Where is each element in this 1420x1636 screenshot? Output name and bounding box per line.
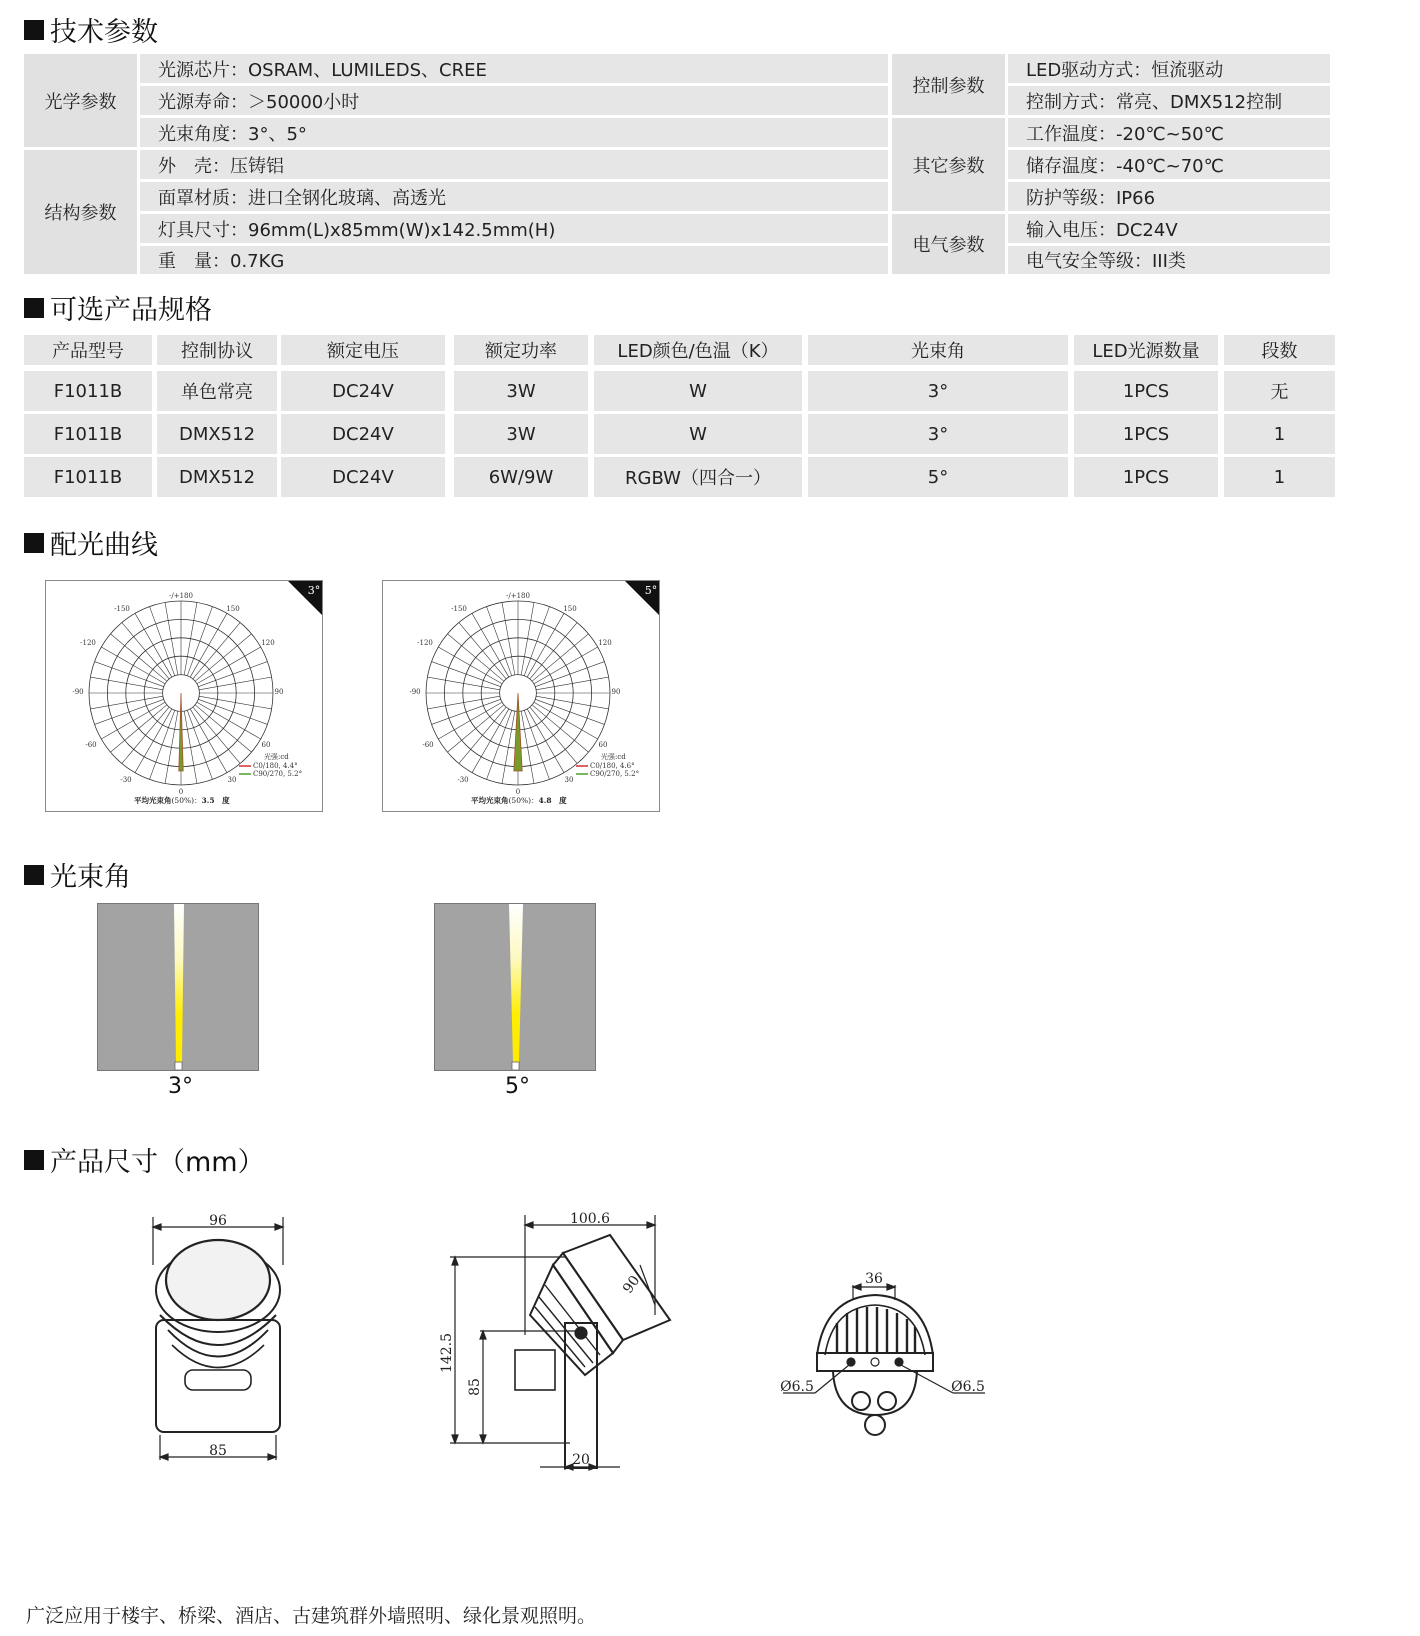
spec-table-cell: 1PCS	[1074, 457, 1218, 497]
polar-label-neg60: -60	[85, 741, 97, 749]
polar-legend-c0: C0/180, 4.6°	[590, 762, 635, 770]
spec-table-cell: 1	[1224, 414, 1335, 454]
back-view-drawing	[775, 1265, 995, 1445]
polar-intensity-curve	[179, 693, 183, 771]
dim-side-bottom: 20	[572, 1452, 590, 1468]
spec-table-header: LED颜色/色温（K）	[594, 335, 802, 365]
polar-badge-text: 5°	[644, 584, 658, 597]
polar-chart-3deg	[45, 580, 323, 812]
beam-panel-5deg	[434, 903, 596, 1071]
polar-label-120: 120	[261, 639, 275, 647]
spec-table-header: 额定功率	[454, 335, 588, 365]
spec-table-cell: 3W	[454, 414, 588, 454]
section-title-size: 产品尺寸（mm）	[24, 1140, 265, 1179]
polar-spoke	[487, 607, 512, 676]
front-view-drawing	[140, 1205, 300, 1465]
control-params-label: 控制参数	[892, 54, 1005, 115]
beam-label-3deg: 3°	[168, 1074, 193, 1099]
optical-row-1: 光源芯片：OSRAM、LUMILEDS、CREE	[140, 54, 888, 83]
polar-spoke	[150, 607, 175, 676]
polar-spoke	[95, 662, 164, 687]
polar-spoke	[502, 711, 515, 783]
control-row-1: LED驱动方式：恒流驱动	[1008, 54, 1330, 83]
spec-table-cell: DC24V	[281, 457, 445, 497]
polar-legend-title: 光强:cd	[264, 753, 289, 761]
polar-legend-c0: C0/180, 4.4°	[253, 762, 298, 770]
polar-spoke	[199, 677, 271, 690]
polar-spoke	[199, 696, 271, 709]
polar-badge-text: 3°	[307, 584, 321, 597]
spec-table-cell: 6W/9W	[454, 457, 588, 497]
polar-spoke	[95, 699, 164, 724]
beam-5deg-graphic	[435, 904, 595, 1070]
polar-label-90: 90	[274, 688, 284, 696]
polar-label-neg90: -90	[72, 688, 84, 696]
dim-side-height: 142.5	[439, 1332, 455, 1374]
polar-spoke	[427, 677, 499, 690]
polar-spoke	[187, 710, 212, 779]
spec-table-cell: 5°	[808, 457, 1068, 497]
polar-legend-c90: C90/270, 5.2°	[253, 770, 303, 778]
spec-table-cell: W	[594, 371, 802, 411]
polar-spoke	[536, 677, 608, 690]
polar-spoke	[535, 699, 604, 724]
beam-panel-3deg	[97, 903, 259, 1071]
polar-legend-c90: C90/270, 5.2°	[590, 770, 640, 778]
bullet-square-icon	[24, 1150, 44, 1170]
polar-caption: 平均光束角(50%)：3.5 度	[134, 796, 230, 805]
spec-table-cell: RGBW（四合一）	[594, 457, 802, 497]
polar-label-neg30: -30	[457, 776, 469, 784]
spec-table-cell: F1011B	[24, 414, 152, 454]
polar-label-180: -/+180	[169, 592, 193, 600]
structure-row-1: 外 壳：压铸铝	[140, 150, 888, 179]
polar-label-150: 150	[563, 605, 577, 613]
dim-side-angle: 90	[620, 1272, 644, 1297]
polar-label-neg90: -90	[409, 688, 421, 696]
polar-diagram	[383, 581, 659, 811]
polar-spoke	[535, 662, 604, 687]
spec-table-header: 光束角	[808, 335, 1068, 365]
section-title-tech: 技术参数	[24, 10, 158, 49]
polar-label-0: 0	[515, 788, 521, 796]
polar-label-neg150: -150	[451, 605, 467, 613]
polar-label-60: 60	[261, 741, 271, 749]
optical-params-label: 光学参数	[24, 54, 137, 147]
optical-row-3: 光束角度：3°、5°	[140, 118, 888, 147]
polar-spoke	[198, 662, 267, 687]
polar-spoke	[184, 602, 197, 674]
electric-row-2: 电气安全等级：III类	[1008, 246, 1330, 274]
structure-row-2: 面罩材质：进口全钢化玻璃、高透光	[140, 182, 888, 211]
polar-label-neg150: -150	[114, 605, 130, 613]
polar-label-neg120: -120	[417, 639, 433, 647]
polar-spoke	[165, 602, 178, 674]
polar-spoke	[90, 696, 162, 709]
bullet-square-icon	[24, 20, 44, 40]
spec-table-cell: DMX512	[157, 457, 277, 497]
beam-3deg-graphic	[98, 904, 258, 1070]
dim-front-top: 96	[209, 1213, 227, 1229]
spec-table-header: 段数	[1224, 335, 1335, 365]
spec-table-cell: W	[594, 414, 802, 454]
dim-back-top: 36	[865, 1271, 883, 1287]
other-params-label: 其它参数	[892, 118, 1005, 211]
polar-spoke	[524, 710, 549, 779]
dim-back-right: Ø6.5	[951, 1379, 985, 1395]
polar-intensity-curve	[514, 693, 522, 771]
spec-table-cell: DC24V	[281, 414, 445, 454]
polar-spoke	[150, 710, 175, 779]
spec-table-cell: 3W	[454, 371, 588, 411]
bullet-square-icon	[24, 298, 44, 318]
spec-table-cell: DMX512	[157, 414, 277, 454]
beam-label-5deg: 5°	[505, 1074, 530, 1099]
spec-table-cell: 无	[1224, 371, 1335, 411]
structure-params-label: 结构参数	[24, 150, 137, 274]
polar-spoke	[165, 711, 178, 783]
spec-table-cell: 3°	[808, 371, 1068, 411]
spec-table-header: LED光源数量	[1074, 335, 1218, 365]
polar-spoke	[432, 699, 501, 724]
polar-spoke	[502, 602, 515, 674]
polar-spoke	[184, 711, 197, 783]
spec-table-header: 额定电压	[281, 335, 445, 365]
footer-application-text: 广泛应用于楼宇、桥梁、酒店、古建筑群外墙照明、绿化景观照明。	[26, 1605, 597, 1627]
bullet-square-icon	[24, 533, 44, 553]
polar-label-0: 0	[178, 788, 184, 796]
polar-spoke	[487, 710, 512, 779]
dim-back-left: Ø6.5	[780, 1379, 814, 1395]
polar-label-120: 120	[598, 639, 612, 647]
section-title-optional: 可选产品规格	[24, 288, 212, 327]
dim-side-mid: 85	[467, 1378, 483, 1396]
polar-spoke	[524, 607, 549, 676]
other-row-1: 工作温度：-20℃~50℃	[1008, 118, 1330, 147]
spec-table-cell: 1	[1224, 457, 1335, 497]
spec-table-header: 控制协议	[157, 335, 277, 365]
polar-spoke	[198, 699, 267, 724]
polar-spoke	[187, 607, 212, 676]
bullet-square-icon	[24, 865, 44, 885]
polar-diagram	[46, 581, 322, 811]
polar-spoke	[521, 602, 534, 674]
polar-label-30: 30	[564, 776, 574, 784]
polar-label-90: 90	[611, 688, 621, 696]
polar-label-neg30: -30	[120, 776, 132, 784]
other-row-2: 储存温度：-40℃~70℃	[1008, 150, 1330, 179]
spec-table-cell: F1011B	[24, 371, 152, 411]
spec-table-cell: 1PCS	[1074, 371, 1218, 411]
spec-table-cell: F1011B	[24, 457, 152, 497]
polar-label-150: 150	[226, 605, 240, 613]
polar-spoke	[90, 677, 162, 690]
polar-legend-title: 光强:cd	[601, 753, 626, 761]
optical-row-2: 光源寿命：＞50000小时	[140, 86, 888, 115]
polar-spoke	[521, 711, 534, 783]
spec-table-cell: 3°	[808, 414, 1068, 454]
structure-row-4: 重 量：0.7KG	[140, 246, 888, 274]
electric-params-label: 电气参数	[892, 214, 1005, 274]
dim-side-top: 100.6	[569, 1211, 611, 1227]
polar-label-30: 30	[227, 776, 237, 784]
spec-table-cell: 单色常亮	[157, 371, 277, 411]
polar-label-neg120: -120	[80, 639, 96, 647]
polar-label-180: -/+180	[506, 592, 530, 600]
section-title-curve: 配光曲线	[24, 523, 158, 562]
dim-front-bottom: 85	[209, 1443, 227, 1459]
polar-spoke	[427, 696, 499, 709]
electric-row-1: 输入电压：DC24V	[1008, 214, 1330, 243]
structure-row-3: 灯具尺寸：96mm(L)x85mm(W)x142.5mm(H)	[140, 214, 888, 243]
control-row-2: 控制方式：常亮、DMX512控制	[1008, 86, 1330, 115]
polar-label-60: 60	[598, 741, 608, 749]
other-row-3: 防护等级：IP66	[1008, 182, 1330, 211]
polar-label-neg60: -60	[422, 741, 434, 749]
section-title-beam: 光束角	[24, 855, 131, 894]
side-view-drawing	[435, 1205, 685, 1475]
polar-spoke	[536, 696, 608, 709]
polar-caption: 平均光束角(50%)：4.8 度	[471, 796, 567, 805]
spec-table-cell: 1PCS	[1074, 414, 1218, 454]
polar-spoke	[432, 662, 501, 687]
polar-chart-5deg	[382, 580, 660, 812]
spec-table-cell: DC24V	[281, 371, 445, 411]
spec-table-header: 产品型号	[24, 335, 152, 365]
